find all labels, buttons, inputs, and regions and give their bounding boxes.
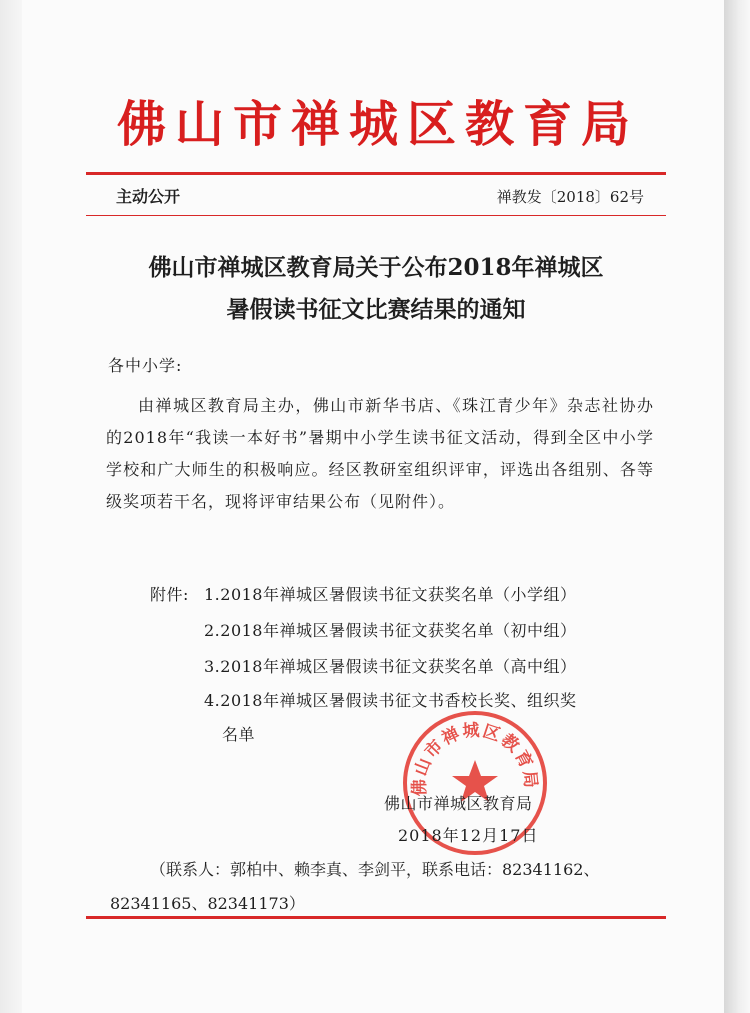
scan-edge-left xyxy=(0,0,22,1013)
footer-rule xyxy=(86,916,666,919)
scan-edge-right xyxy=(724,0,750,1013)
contact-line-2: 82341165、82341173） xyxy=(110,894,305,913)
title-line-2: 暑假读书征文比赛结果的通知 xyxy=(226,296,526,323)
contact-line-1: （联系人：郭柏中、赖李真、李剑平，联系电话：82341162、 xyxy=(150,860,600,879)
title-line-1: 佛山市禅城区教育局关于公布2018年禅城区 xyxy=(148,254,604,281)
disclosure-label: 主动公开 xyxy=(116,187,181,206)
issuer-signature: 佛山市禅城区教育局 xyxy=(384,794,533,813)
salutation: 各中小学: xyxy=(108,356,183,375)
attachment-item: 3.2018年禅城区暑假读书征文获奖名单（高中组） xyxy=(204,657,577,676)
body-paragraph: 由禅城区教育局主办，佛山市新华书店、《珠江青少年》杂志社协办的2018年“我读一本好书”暑期中小学生读书征文活动，得到全区中小学学校和广大师生的积极响应。经区教研室组织评审，评选出各组别、各等级奖项若干名，现将评审结果公布（见附件）。 xyxy=(106,396,654,511)
attachment-item: 2.2018年禅城区暑假读书征文获奖名单（初中组） xyxy=(204,621,577,640)
attachment-item: 名单 xyxy=(222,725,256,744)
meta-rule xyxy=(86,215,666,216)
attachments-label: 附件: xyxy=(150,585,189,604)
header-rule xyxy=(86,172,666,175)
svg-text:佛山市禅城区教育局: 佛山市禅城区教育局 xyxy=(409,720,541,797)
issue-date: 2018年12月17日 xyxy=(398,826,539,845)
document-number: 禅教发〔2018〕62号 xyxy=(496,188,644,206)
issuer-header: 佛山市禅城区教育局 xyxy=(116,95,639,153)
attachment-item: 1.2018年禅城区暑假读书征文获奖名单（小学组） xyxy=(204,585,577,604)
attachment-item: 4.2018年禅城区暑假读书征文书香校长奖、组织奖 xyxy=(204,691,577,710)
